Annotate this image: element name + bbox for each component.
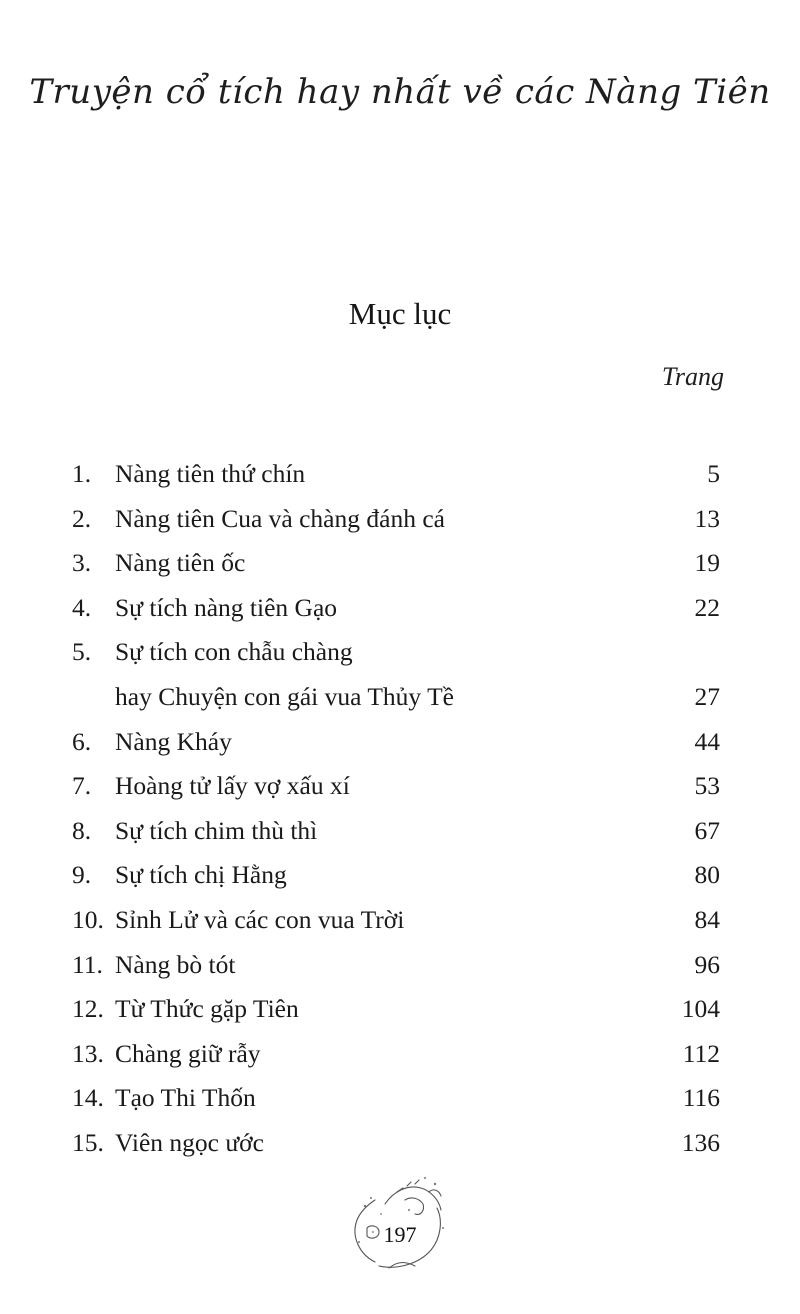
entry-title: Từ Thức gặp Tiên <box>115 994 299 1024</box>
entry-title: Viên ngọc ước <box>115 1127 264 1157</box>
entry-title: Nàng Kháy <box>115 726 232 756</box>
entry-title: Tạo Thi Thốn <box>115 1083 256 1113</box>
entry-number: 12. <box>72 994 104 1024</box>
entry-number: 13. <box>72 1038 104 1068</box>
entry-page: 44 <box>694 726 720 756</box>
page-number: 197 <box>383 1222 417 1247</box>
entry-title-line-1: Sự tích con chẫu chàng <box>115 637 353 667</box>
entry-title: Nàng tiên Cua và chàng đánh cá <box>115 503 445 533</box>
entry-number: 3. <box>72 548 92 578</box>
entry-title: Sự tích nàng tiên Gạo <box>115 592 338 622</box>
entry-title: Nàng tiên thứ chín <box>115 459 306 488</box>
entry-page: 22 <box>694 592 720 622</box>
entry-number: 15. <box>72 1127 104 1157</box>
entry-page: 80 <box>694 860 720 890</box>
page-folio <box>345 1170 455 1275</box>
running-header: Truyện cổ tích hay nhất về các Nàng Tiên <box>29 72 771 112</box>
entry-page: 84 <box>694 904 720 934</box>
entry-title: Sự tích chị Hằng <box>115 860 287 890</box>
entry-title: Sự tích chim thù thì <box>115 815 318 845</box>
entry-title-line-2: hay Chuyện con gái vua Thủy Tề <box>115 681 454 711</box>
toc-entry[interactable] <box>72 898 720 943</box>
entry-page: 136 <box>681 1127 720 1157</box>
toc-entry[interactable] <box>72 943 720 988</box>
entry-page: 96 <box>694 949 720 979</box>
entry-page: 53 <box>694 771 720 801</box>
entry-page: 116 <box>682 1083 720 1113</box>
entry-page: 27 <box>694 681 720 711</box>
toc-entry[interactable] <box>72 497 720 542</box>
toc-entry[interactable] <box>72 586 720 631</box>
entry-page: 112 <box>682 1038 720 1068</box>
entry-number: 7. <box>72 771 92 801</box>
entry-number: 2. <box>72 503 92 533</box>
entry-number: 5. <box>72 637 92 667</box>
entry-number: 8. <box>72 815 92 845</box>
entry-title: Chàng giữ rẫy <box>115 1038 261 1068</box>
entry-number: 4. <box>72 592 92 622</box>
entry-number: 1. <box>72 459 92 488</box>
entry-title: Nàng tiên ốc <box>115 548 246 578</box>
entry-page: 19 <box>694 548 720 578</box>
entry-title: Hoàng tử lấy vợ xấu xí <box>115 771 350 801</box>
toc-entry[interactable] <box>72 1121 720 1166</box>
entry-number: 10. <box>72 904 104 934</box>
toc-entry[interactable] <box>72 809 720 854</box>
toc-entry[interactable] <box>72 987 720 1032</box>
toc-entry[interactable] <box>72 452 720 497</box>
toc-entry[interactable] <box>72 1032 720 1077</box>
entry-page: 13 <box>694 503 720 533</box>
toc-entry[interactable] <box>72 720 720 765</box>
toc-entry[interactable] <box>72 630 720 719</box>
entry-page: 5 <box>707 459 720 488</box>
page-column-label: Trang <box>661 362 724 391</box>
entry-page: 67 <box>694 815 720 845</box>
entry-number: 14. <box>72 1083 104 1113</box>
toc-entry[interactable] <box>72 1076 720 1121</box>
entry-page: 104 <box>681 994 720 1024</box>
entry-number: 11. <box>72 949 103 979</box>
toc-entry[interactable] <box>72 764 720 809</box>
entry-title: Sỉnh Lử và các con vua Trời <box>115 904 405 934</box>
table-of-contents <box>72 452 720 1166</box>
toc-entry[interactable] <box>72 541 720 586</box>
entry-number: 9. <box>72 860 92 890</box>
page-title: Mục lục <box>348 296 452 331</box>
entry-number: 6. <box>72 726 92 756</box>
entry-title: Nàng bò tót <box>115 949 236 979</box>
toc-entry[interactable] <box>72 853 720 898</box>
